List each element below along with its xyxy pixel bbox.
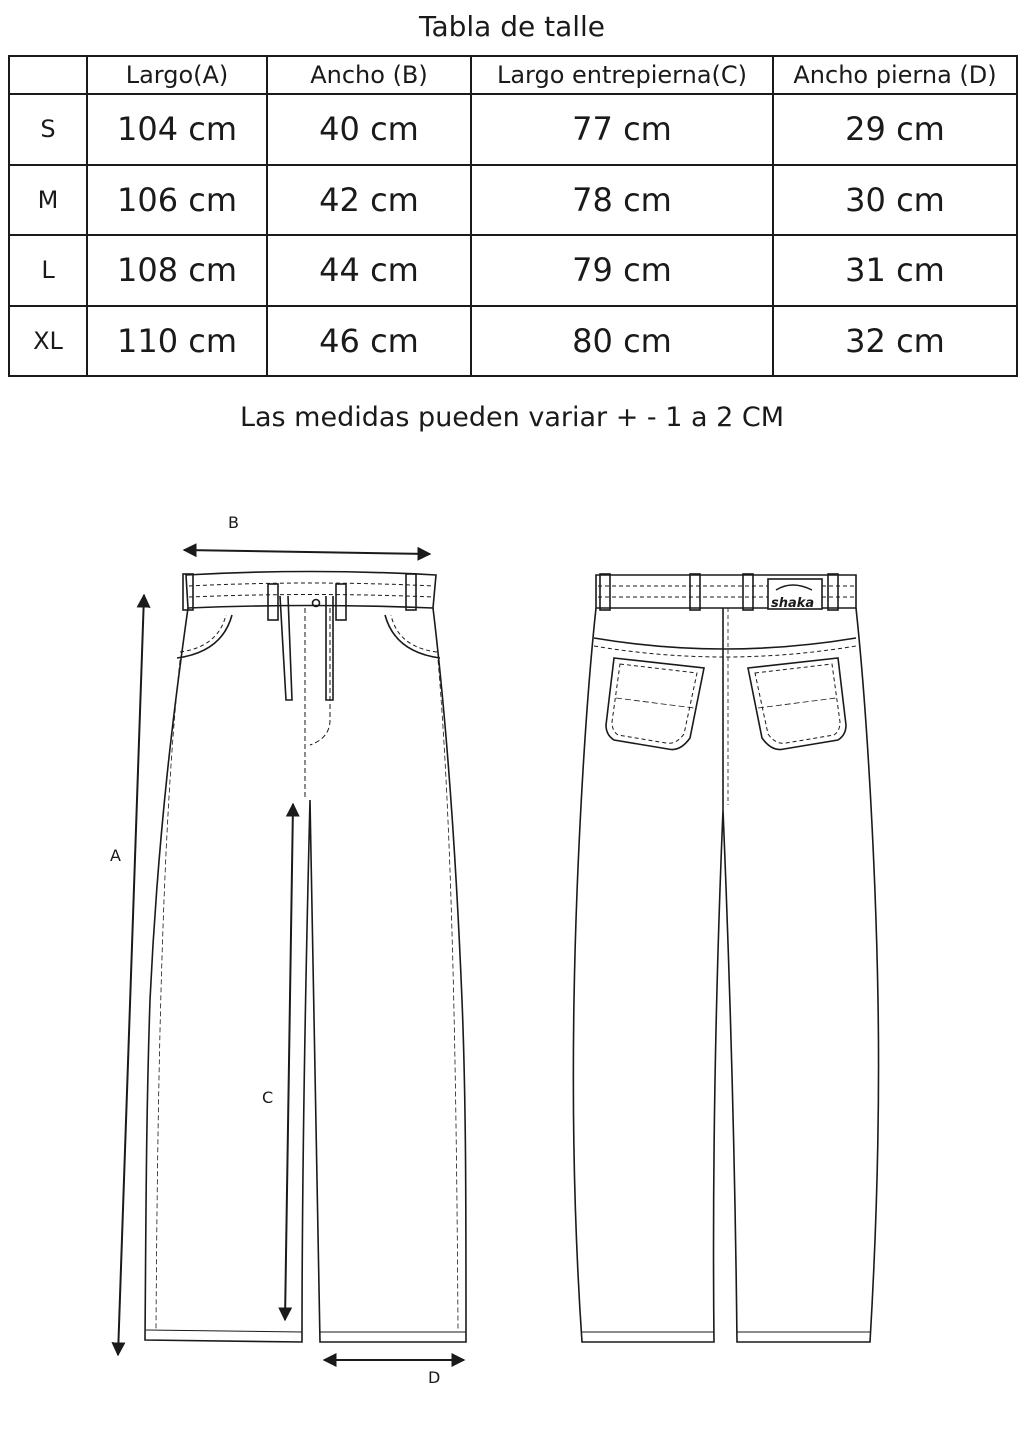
pierna-cell: 30 cm xyxy=(773,165,1017,236)
brand-label: shaka xyxy=(771,596,815,611)
label-b: B xyxy=(228,513,239,532)
arrow-c xyxy=(285,804,293,1320)
table-header-pierna: Ancho pierna (D) xyxy=(773,56,1017,94)
ancho-cell: 44 cm xyxy=(267,235,471,306)
arrow-a xyxy=(118,595,144,1355)
largo-cell: 108 cm xyxy=(87,235,267,306)
largo-cell: 104 cm xyxy=(87,94,267,165)
entrepierna-cell: 80 cm xyxy=(471,306,773,377)
measurement-note: Las medidas pueden variar + - 1 a 2 CM xyxy=(239,402,785,433)
arrow-b xyxy=(184,550,430,554)
size-cell: XL xyxy=(9,306,87,377)
largo-cell: 106 cm xyxy=(87,165,267,236)
entrepierna-cell: 78 cm xyxy=(471,165,773,236)
pants-front-view xyxy=(145,572,466,1343)
pierna-cell: 31 cm xyxy=(773,235,1017,306)
label-d: D xyxy=(428,1368,441,1387)
label-c: C xyxy=(262,1088,274,1107)
table-header-ancho: Ancho (B) xyxy=(267,56,471,94)
table-header-entrepierna: Largo entrepierna(C) xyxy=(471,56,773,94)
size-cell: M xyxy=(9,165,87,236)
page-title: Tabla de talle xyxy=(418,10,606,43)
size-cell: S xyxy=(9,94,87,165)
table-header-largo: Largo(A) xyxy=(87,56,267,94)
entrepierna-cell: 79 cm xyxy=(471,235,773,306)
pants-back-view xyxy=(573,574,878,1342)
size-cell: L xyxy=(9,235,87,306)
ancho-cell: 40 cm xyxy=(267,94,471,165)
ancho-cell: 42 cm xyxy=(267,165,471,236)
pierna-cell: 29 cm xyxy=(773,94,1017,165)
label-a: A xyxy=(110,846,121,865)
entrepierna-cell: 77 cm xyxy=(471,94,773,165)
largo-cell: 110 cm xyxy=(87,306,267,377)
pierna-cell: 32 cm xyxy=(773,306,1017,377)
ancho-cell: 46 cm xyxy=(267,306,471,377)
